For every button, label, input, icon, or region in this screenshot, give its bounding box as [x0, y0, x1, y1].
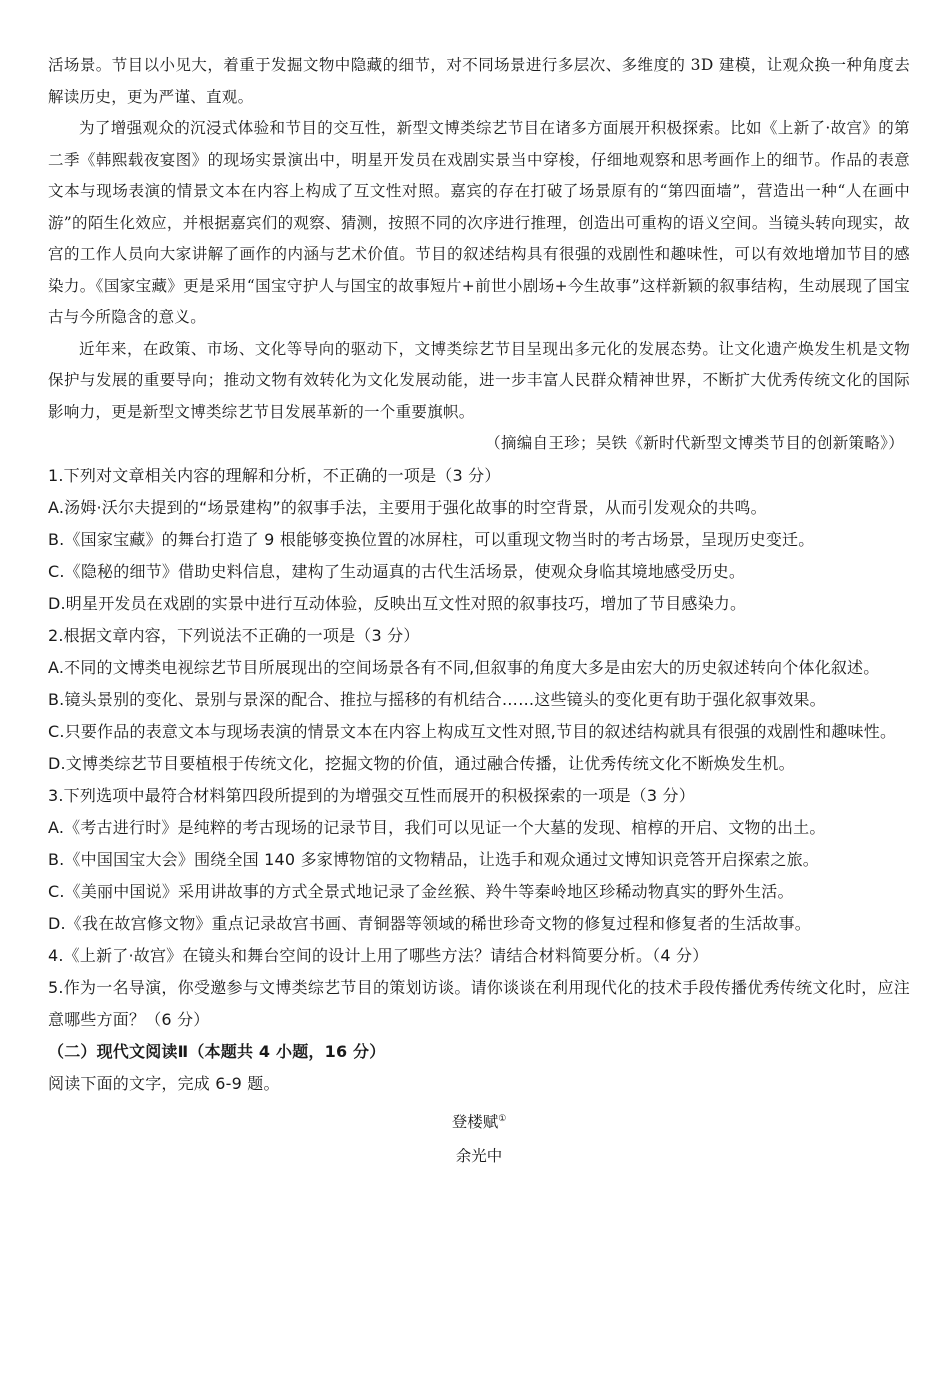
article-title-text: 登楼赋 — [451, 1112, 499, 1131]
question-1-option-b: B.《国家宝藏》的舞台打造了 9 根能够变换位置的冰屏柱，可以重现文物当时的考古场景，呈现历史变迁。 — [48, 529, 815, 549]
question-1-option-c: C.《隐秘的细节》借助史料信息，建构了生动逼真的古代生活场景，使观众身临其境地感受历史。 — [48, 561, 746, 581]
question-1-stem: 1.下列对文章相关内容的理解和分析，不正确的一项是（3 分） — [48, 465, 501, 485]
question-3-stem: 3.下列选项中最符合材料第四段所提到的为增强交互性而展开的积极探索的一项是（3 分） — [48, 785, 695, 805]
passage-paragraph: 近年来，在政策、市场、文化等导向的驱动下，文博类综艺节目呈现出多元化的发展态势。让文化遗产焕发生机是文物保护与发展的重要导向；推动文物有效转化为文化发展动能，进一步丰富人民群众精神世界，不断扩大优秀传统文化的国际影响力，更是新型文博类综艺节目发展革新的一个重要旗帜。 — [48, 339, 910, 421]
passage-paragraph: 活场景。节目以小见大，着重于发掘文物中隐藏的细节，对不同场景进行多层次、多维度的 3D 建模，让观众换一种角度去解读历史，更为严谨、直观。 — [48, 56, 910, 106]
article-author: 余光中 — [455, 1146, 503, 1165]
question-3-option-c: C.《美丽中国说》采用讲故事的方式全景式地记录了金丝猴、羚牛等秦岭地区珍稀动物真实的野外生活。 — [48, 881, 794, 901]
question-2-option-a: A.不同的文博类电视综艺节目所展现出的空间场景各有不同,但叙事的角度大多是由宏大的历史叙述转向个体化叙述。 — [48, 657, 880, 677]
reading-passage — [48, 50, 910, 460]
poem-header — [48, 1102, 910, 1173]
question-2-option-b: B.镜头景别的变化、景别与景深的配合、推拉与摇移的有机结合……这些镜头的变化更有助于强化叙事效果。 — [48, 689, 826, 709]
question-2-option-d: D.文博类综艺节目要植根于传统文化，挖掘文物的价值，通过融合传播，让优秀传统文化不断焕发生机。 — [48, 753, 795, 773]
passage-citation: （摘编自王珍；吴铁《新时代新型文博类节目的创新策略》） — [485, 434, 904, 452]
question-list — [48, 460, 910, 1100]
question-4: 4.《上新了·故宫》在镜头和舞台空间的设计上用了哪些方法？请结合材料简要分析。（4 分） — [48, 945, 709, 965]
article-title — [48, 1102, 910, 1139]
footnote-marker: ① — [498, 1113, 507, 1124]
exam-page — [48, 50, 910, 1173]
question-2-stem: 2.根据文章内容，下列说法不正确的一项是（3 分） — [48, 625, 420, 645]
question-3-option-d: D.《我在故宫修文物》重点记录故宫书画、青铜器等领域的稀世珍奇文物的修复过程和修复者的生活故事。 — [48, 913, 812, 933]
question-1-option-a: A.汤姆·沃尔夫提到的“场景建构”的叙事手法，主要用于强化故事的时空背景，从而引发观众的共鸣。 — [48, 497, 767, 517]
question-2-option-c: C.只要作品的表意文本与现场表演的情景文本在内容上构成互文性对照,节目的叙述结构就具有很强的戏剧性和趣味性。 — [48, 721, 897, 741]
question-1-option-d: D.明星开发员在戏剧的实景中进行互动体验，反映出互文性对照的叙事技巧，增加了节目感染力。 — [48, 593, 747, 613]
question-5: 5.作为一名导演，你受邀参与文博类综艺节目的策划访谈。请你谈谈在利用现代化的技术手段传播优秀传统文化时，应注意哪些方面？（6 分） — [48, 977, 910, 1029]
section-2-instruction: 阅读下面的文字，完成 6-9 题。 — [48, 1073, 280, 1093]
section-2-heading: （二）现代文阅读Ⅱ（本题共 4 小题，16 分） — [48, 1041, 386, 1061]
passage-paragraph: 为了增强观众的沉浸式体验和节目的交互性，新型文博类综艺节目在诸多方面展开积极探索。比如《上新了·故宫》的第二季《韩熙载夜宴图》的现场实景演出中，明星开发员在戏剧实景当中穿梭，仔细地观察和思考画作上的细节。作品的表意文本与现场表演的情景文本在内容上构成了互文性对照。嘉宾的存在打破了场景原有的“第四面墙”，营造出一种“人在画中游”的陌生化效应，并根据嘉宾们的观察、猜测，按照不同的次序进行推理，创造出可重构的语义空间。当镜头转向现实，故宫的工作人员向大家讲解了画作的内涵与艺术价值。节目的叙述结构具有很强的戏剧性和趣味性，可以有效地增加节目的感染力。《国家宝藏》更是采用“国宝守护人与国宝的故事短片+前世小剧场+今生故事”这样新颖的叙事结构，生动展现了国宝古与今所隐含的意义。 — [48, 119, 910, 326]
question-3-option-b: B.《中国国宝大会》围绕全国 140 多家博物馆的文物精品，让选手和观众通过文博知识竞答开启探索之旅。 — [48, 849, 819, 869]
question-3-option-a: A.《考古进行时》是纯粹的考古现场的记录节目，我们可以见证一个大墓的发现、棺椁的开启、文物的出土。 — [48, 817, 826, 837]
